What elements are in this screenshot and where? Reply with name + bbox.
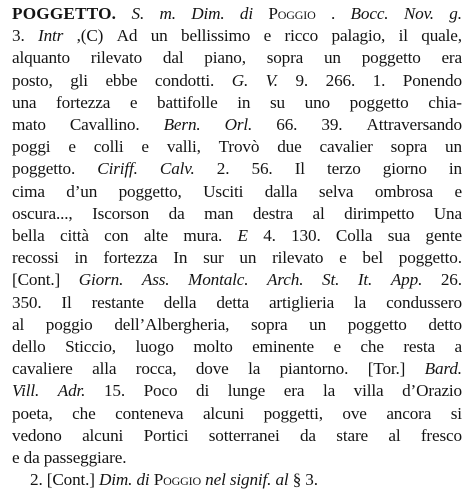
entry-word: sopra [251, 314, 288, 334]
entry-word: Attraversando [366, 115, 462, 135]
entry-line [12, 25, 462, 47]
entry-word: g. [449, 4, 462, 23]
entry-word: ,(C) [76, 26, 104, 46]
entry-word: fortezza [56, 92, 111, 112]
entry-word: con [104, 226, 129, 246]
entry-line [12, 269, 462, 291]
entry-text: e da passeggiare. [12, 448, 127, 468]
entry-text: 2. [30, 470, 47, 490]
entry-line [12, 358, 462, 380]
entry-word: alte [143, 226, 169, 246]
entry-word: conteneva [115, 403, 184, 423]
entry-word: detto [428, 314, 462, 334]
entry-word: S. [131, 4, 145, 23]
entry-word: 266. [325, 70, 356, 90]
entry-word: Il [61, 292, 72, 312]
entry-word: due [277, 137, 302, 157]
entry-word: vedono [12, 425, 62, 445]
entry-text: Poggio [153, 470, 202, 490]
entry-line [12, 70, 462, 92]
entry-word: bellissimo [181, 26, 251, 46]
entry-word: di [239, 4, 253, 23]
entry-line [12, 136, 462, 158]
entry-word: un [445, 137, 462, 157]
entry-line [12, 181, 462, 203]
entry-word: valli, [166, 137, 201, 157]
entry-word: luogo [135, 337, 174, 357]
entry-word: e [454, 181, 462, 201]
entry-word: St. [322, 270, 340, 290]
dictionary-entry [12, 3, 462, 491]
entry-text: § 3. [288, 470, 318, 490]
entry-word: giorno [382, 159, 427, 179]
entry-word: Iscorson [92, 203, 150, 223]
entry-word: sopra [266, 48, 304, 68]
entry-word: [Cont.] [12, 270, 61, 290]
entry-word: G. [231, 70, 249, 90]
entry-word: destra [252, 203, 293, 223]
entry-word: cavaliere [12, 359, 73, 379]
entry-word: che [360, 337, 384, 357]
entry-word: alquanto [12, 48, 70, 68]
entry-word: It. [357, 270, 373, 290]
entry-word: cima [12, 181, 45, 201]
entry-word: cavalier [319, 137, 373, 157]
entry-word: un [150, 26, 168, 46]
entry-word: un [239, 248, 257, 268]
entry-line [12, 225, 462, 247]
entry-word: oscura..., [12, 203, 73, 223]
entry-word: mato [12, 115, 46, 135]
entry-word: recossi [12, 248, 59, 268]
entry-word: 3. [12, 26, 25, 46]
entry-line [12, 114, 462, 136]
entry-word: e [263, 26, 272, 46]
entry-word: al [312, 203, 325, 223]
entry-text: [Cont.] [46, 470, 100, 490]
entry-word: m. [159, 4, 176, 23]
entry-line [12, 336, 462, 358]
entry-line [12, 292, 462, 314]
entry-word: rilevato [272, 248, 324, 268]
entry-word: Ponendo [402, 70, 462, 90]
entry-word: 66. [276, 115, 298, 135]
entry-word: poggetto [349, 92, 409, 112]
entry-word: sopra [390, 137, 428, 157]
entry-line [12, 314, 462, 336]
entry-word: un [323, 48, 341, 68]
entry-word: dell’Albergheria, [114, 314, 230, 334]
entry-word: poggetto. [398, 248, 462, 268]
entry-line [12, 447, 462, 469]
entry-word: da [299, 425, 316, 445]
entry-word: mura. [183, 226, 223, 246]
entry-word: città [59, 226, 89, 246]
entry-word: Arch. [267, 270, 304, 290]
entry-word: poggi [12, 137, 51, 157]
entry-word: Cavallino. [69, 115, 140, 135]
entry-word: rilevato [90, 48, 143, 68]
entry-word: la [354, 292, 367, 312]
entry-word: bel [362, 248, 383, 268]
entry-word: e [333, 337, 341, 357]
entry-word: di [196, 381, 210, 401]
entry-word: Orl. [224, 115, 253, 135]
entry-word: condotti. [154, 70, 215, 90]
entry-word: Intr [38, 26, 64, 46]
entry-word: 15. [103, 381, 125, 401]
entry-word: Giorn. [78, 270, 124, 290]
entry-word: selva [318, 181, 354, 201]
entry-word: Ass. [141, 270, 170, 290]
entry-word: una [12, 92, 37, 112]
entry-word: 9. [295, 70, 309, 90]
entry-word: 26. [440, 270, 462, 290]
entry-line [12, 403, 462, 425]
entry-word: uno [304, 92, 330, 112]
entry-word: poggetto [347, 314, 407, 334]
entry-word: in [448, 159, 462, 179]
entry-word: palagio, [331, 26, 386, 46]
entry-word: Nov. [403, 4, 434, 23]
entry-word: era [441, 48, 462, 68]
entry-word: posto, [12, 70, 53, 90]
entry-word: Usciti [203, 181, 244, 201]
entry-word: alcuni [82, 425, 124, 445]
entry-word: Ad [116, 26, 138, 46]
entry-line [12, 247, 462, 269]
entry-line [12, 469, 462, 491]
entry-line [12, 425, 462, 447]
entry-word: poggio [45, 314, 93, 334]
entry-word: gli [70, 70, 88, 90]
entry-word: Il [294, 159, 305, 179]
entry-word: bella [12, 226, 45, 246]
entry-word: restante [91, 292, 144, 312]
entry-word: piantorno. [279, 359, 349, 379]
entry-word: e [68, 137, 76, 157]
entry-word: e [141, 137, 149, 157]
entry-word: Trovò [218, 137, 260, 157]
entry-word: sua [387, 226, 411, 246]
entry-word: al [12, 314, 25, 334]
entry-word: Sticcio, [65, 337, 116, 357]
entry-word: fresco [420, 425, 462, 445]
entry-word: condussero [386, 292, 462, 312]
entry-word: In [173, 248, 188, 268]
entry-word: dello [12, 337, 46, 357]
entry-word: piano, [204, 48, 246, 68]
entry-word: V. [265, 70, 278, 90]
entry-word: ricco [284, 26, 319, 46]
entry-word: che [72, 403, 96, 423]
entry-word: lunge [227, 381, 266, 401]
entry-word: poggetti, [263, 403, 323, 423]
entry-word: Montalc. [188, 270, 249, 290]
entry-word: dalla [264, 181, 298, 201]
entry-line [12, 92, 462, 114]
entry-word: quale, [421, 26, 462, 46]
entry-word: man [204, 203, 234, 223]
entry-word: poggetto [361, 48, 421, 68]
entry-word: villa [353, 381, 384, 401]
entry-word: in [74, 248, 88, 268]
entry-word: sur [203, 248, 224, 268]
entry-word: colli [93, 137, 124, 157]
entry-word: ove [342, 403, 367, 423]
entry-word: ancora [386, 403, 432, 423]
entry-word: 1. [372, 70, 386, 90]
entry-word: gente [425, 226, 462, 246]
entry-word: ebbe [105, 70, 138, 90]
entry-word: . [331, 4, 336, 23]
entry-word: terzo [327, 159, 361, 179]
entry-word: [Tor.] [367, 359, 406, 379]
entry-word: Poggio [268, 4, 316, 23]
entry-text: Dim. di [99, 470, 154, 490]
entry-word: App. [390, 270, 423, 290]
entry-word: Ciriff. [97, 159, 138, 179]
entry-word: un [309, 314, 327, 334]
entry-word: 130. [291, 226, 321, 246]
entry-word: Portici [143, 425, 189, 445]
entry-word: Colla [335, 226, 373, 246]
entry-word: dirimpetto [344, 203, 415, 223]
entry-word: 39. [321, 115, 343, 135]
entry-word: a [454, 337, 462, 357]
entry-word: poggetto. [12, 159, 76, 179]
entry-word: d’un [66, 181, 98, 201]
entry-word: Bard. [424, 359, 462, 379]
entry-word: Una [433, 203, 462, 223]
entry-word: si [450, 403, 462, 423]
entry-word: 56. [251, 159, 273, 179]
entry-word: Calv. [159, 159, 195, 179]
entry-word: d’Orazio [402, 381, 462, 401]
entry-word: Vill. [12, 381, 40, 401]
entry-word: chia- [428, 92, 462, 112]
entry-word: dove [195, 359, 229, 379]
entry-word: poeta, [12, 403, 53, 423]
entry-word: poggetto, [118, 181, 182, 201]
entry-line [12, 158, 462, 180]
entry-word: battifolle [157, 92, 218, 112]
entry-line [12, 47, 462, 69]
entry-line [12, 3, 462, 25]
entry-word: Dim. [191, 4, 225, 23]
entry-word: 350. [12, 292, 42, 312]
entry-word: ombrosa [374, 181, 433, 201]
entry-word: su [269, 92, 285, 112]
entry-line [12, 203, 462, 225]
entry-word: Bocc. [350, 4, 389, 23]
entry-word: dal [162, 48, 184, 68]
entry-text: nel signif. al [201, 470, 289, 490]
entry-word: detta [216, 292, 249, 312]
entry-word: in [237, 92, 251, 112]
entry-word: e [129, 92, 138, 112]
entry-word: eminente [252, 337, 314, 357]
entry-word: della [163, 292, 197, 312]
entry-word: alcuni [202, 403, 245, 423]
entry-word: 2. [216, 159, 230, 179]
entry-word: la [248, 359, 261, 379]
entry-word: artiglieria [268, 292, 335, 312]
entry-word: e [339, 248, 347, 268]
entry-word: da [168, 203, 185, 223]
entry-word: Poco [143, 381, 178, 401]
entry-word: rocca, [135, 359, 177, 379]
entry-word: sotterranei [208, 425, 280, 445]
entry-word: fortezza [103, 248, 158, 268]
entry-word: alla [92, 359, 117, 379]
entry-word: E [237, 226, 248, 246]
entry-word: 4. [263, 226, 276, 246]
entry-headword: POGGETTO. [12, 4, 117, 23]
entry-line [12, 380, 462, 402]
entry-word: la [322, 381, 336, 401]
entry-word: molto [193, 337, 233, 357]
entry-word: al [388, 425, 401, 445]
entry-word: Bern. [163, 115, 201, 135]
entry-word: resta [403, 337, 436, 357]
entry-word: stare [336, 425, 368, 445]
entry-word: era [283, 381, 305, 401]
entry-word: Adr. [57, 381, 86, 401]
entry-word: il [398, 26, 408, 46]
